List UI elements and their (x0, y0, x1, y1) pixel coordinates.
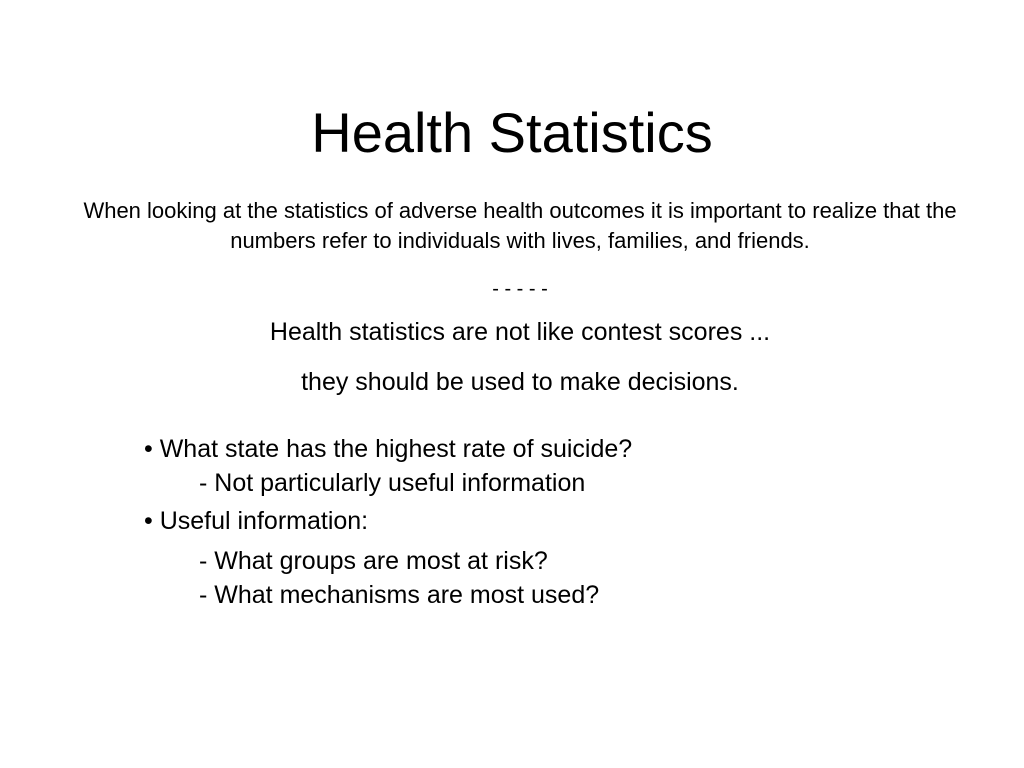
statement-make-decisions: they should be used to make decisions. (301, 368, 739, 396)
sub-bullet-item: - What mechanisms are most used? (199, 581, 600, 609)
sub-bullet-item: - Not particularly useful information (199, 469, 586, 497)
bullet-item: • What state has the highest rate of suicide? (144, 435, 633, 463)
statement-contest-scores: Health statistics are not like contest scores ... (269, 318, 771, 346)
divider-dashes: - - - - - (492, 278, 548, 300)
slide-title: Health Statistics (311, 101, 713, 164)
intro-paragraph: When looking at the statistics of adverse health outcomes it is important to realize that the numbers refer to individuals with lives, families, and friends. (83, 198, 957, 253)
sub-bullet-item: - What groups are most at risk? (199, 547, 548, 575)
bullet-item: • Useful information: (144, 507, 369, 535)
bullet-list (144, 432, 904, 612)
